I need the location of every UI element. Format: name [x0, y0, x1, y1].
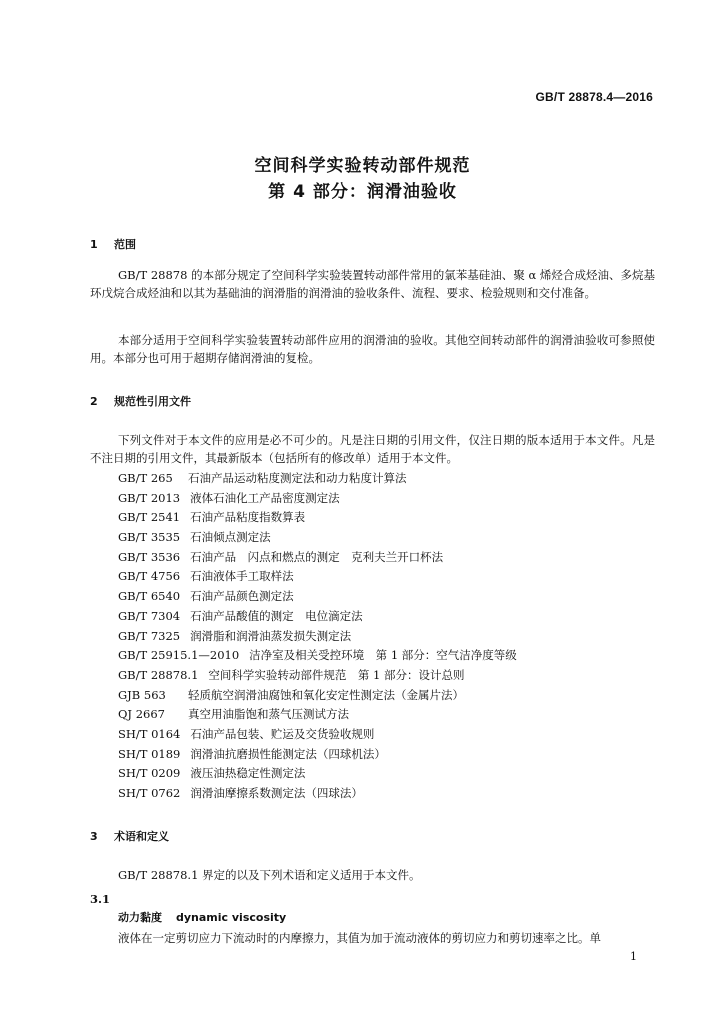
reference-title: 石油产品颜色测定法 [190, 589, 294, 604]
section-heading-normative-refs [90, 393, 191, 409]
reference-code: GB/T 4756 [118, 569, 181, 584]
reference-title: 石油产品包装、贮运及交货验收规则 [190, 726, 375, 741]
reference-code: GB/T 265 [118, 471, 173, 485]
standard-code: GB/T 28878.4—2016 [535, 90, 653, 104]
reference-item [118, 548, 517, 568]
term-number: 3.1 [90, 892, 111, 906]
reference-title: 石油产品粘度指数算表 [190, 510, 306, 525]
reference-item [118, 587, 517, 607]
reference-item [118, 666, 517, 686]
reference-title: 液压油热稳定性测定法 [190, 766, 306, 781]
reference-title: 润滑油抗磨损性能测定法（四球机法） [190, 746, 386, 761]
reference-item [118, 627, 517, 647]
document-title-line2: 第 4 部分：润滑油验收 [268, 182, 457, 202]
reference-item [118, 508, 517, 528]
reference-code: SH/T 0762 [118, 786, 181, 800]
reference-title: 润滑脂和润滑油蒸发损失测定法 [190, 628, 352, 643]
reference-title: 液体石油化工产品密度测定法 [190, 490, 340, 505]
reference-item [118, 489, 517, 509]
reference-code: SH/T 0209 [118, 766, 181, 781]
term-english: dynamic viscosity [176, 911, 287, 924]
term-heading [118, 909, 286, 925]
reference-code: GB/T 2013 [118, 490, 181, 505]
reference-code: GB/T 3535 [118, 530, 181, 545]
reference-code: GJB 563 [118, 687, 166, 702]
reference-item [118, 567, 517, 587]
reference-item [118, 646, 517, 666]
reference-title: 石油倾点测定法 [190, 530, 271, 545]
reference-list [118, 469, 517, 804]
section-number: 3 [90, 830, 98, 843]
reference-title: 空间科学实验转动部件规范 第 1 部分：设计总则 [208, 667, 465, 682]
section-number: 2 [90, 395, 98, 408]
reference-item [118, 784, 517, 804]
section-title: 范围 [114, 238, 136, 251]
reference-code: GB/T 3536 [118, 549, 181, 564]
reference-title: 润滑油摩擦系数测定法（四球法） [190, 786, 363, 800]
scope-paragraph-2: 本部分适用于空间科学实验装置转动部件应用的润滑油的验收。其他空间转动部件的润滑油验收可参照使用。本部分也可用于超期存储润滑油的复检。 [90, 333, 655, 365]
reference-item [118, 686, 517, 706]
reference-code: QJ 2667 [118, 707, 165, 722]
normative-refs-intro: 下列文件对于本文件的应用是必不可少的。凡是注日期的引用文件，仅注日期的版本适用于本文件。凡是不注日期的引用文件，其最新版本（包括所有的修改单）适用于本文件。 [90, 433, 655, 465]
reference-code: GB/T 7304 [118, 608, 181, 623]
reference-item [118, 528, 517, 548]
reference-item [118, 745, 517, 765]
reference-code: SH/T 0189 [118, 746, 181, 761]
term-definition: 液体在一定剪切应力下流动时的内摩擦力，其值为加于流动液体的剪切应力和剪切速率之比。单 [118, 931, 601, 945]
section-heading-terms [90, 828, 169, 844]
reference-title: 石油产品 闪点和燃点的测定 克利夫兰开口杯法 [190, 549, 444, 564]
term-chinese: 动力黏度 [118, 911, 162, 924]
reference-code: GB/T 6540 [118, 589, 181, 604]
reference-title: 真空用油脂饱和蒸气压测试方法 [188, 707, 349, 722]
reference-title: 轻质航空润滑油腐蚀和氧化安定性测定法（金属片法） [188, 687, 464, 702]
page-number: 1 [630, 950, 637, 963]
scope-paragraph-1: GB/T 28878 的本部分规定了空间科学实验装置转动部件常用的氯苯基硅油、聚 α 烯烃合成烃油、多烷基环戊烷合成烃油和以其为基础油的润滑脂的润滑油的验收条件、流程、要求、检验规则和交付准备。 [90, 268, 655, 300]
reference-title: 石油产品运动粘度测定法和动力粘度计算法 [188, 471, 407, 485]
reference-item [118, 607, 517, 627]
reference-code: GB/T 7325 [118, 628, 181, 643]
reference-code: GB/T 25915.1—2010 [118, 648, 240, 663]
reference-code: GB/T 28878.1 [118, 667, 199, 682]
section-number: 1 [90, 238, 98, 251]
document-title-line1: 空间科学实验转动部件规范 [254, 156, 471, 176]
section-title: 规范性引用文件 [114, 395, 191, 408]
reference-item [118, 725, 517, 745]
reference-item [118, 705, 517, 725]
reference-title: 石油液体手工取样法 [190, 569, 294, 584]
reference-item [118, 469, 517, 489]
reference-title: 石油产品酸值的测定 电位滴定法 [190, 608, 363, 623]
reference-item [118, 764, 517, 784]
section-title: 术语和定义 [114, 830, 169, 843]
reference-code: GB/T 2541 [118, 510, 181, 525]
reference-code: SH/T 0164 [118, 726, 181, 741]
terms-intro: GB/T 28878.1 界定的以及下列术语和定义适用于本文件。 [118, 868, 421, 882]
section-heading-scope [90, 236, 136, 252]
reference-title: 洁净室及相关受控环境 第 1 部分：空气洁净度等级 [249, 648, 517, 663]
